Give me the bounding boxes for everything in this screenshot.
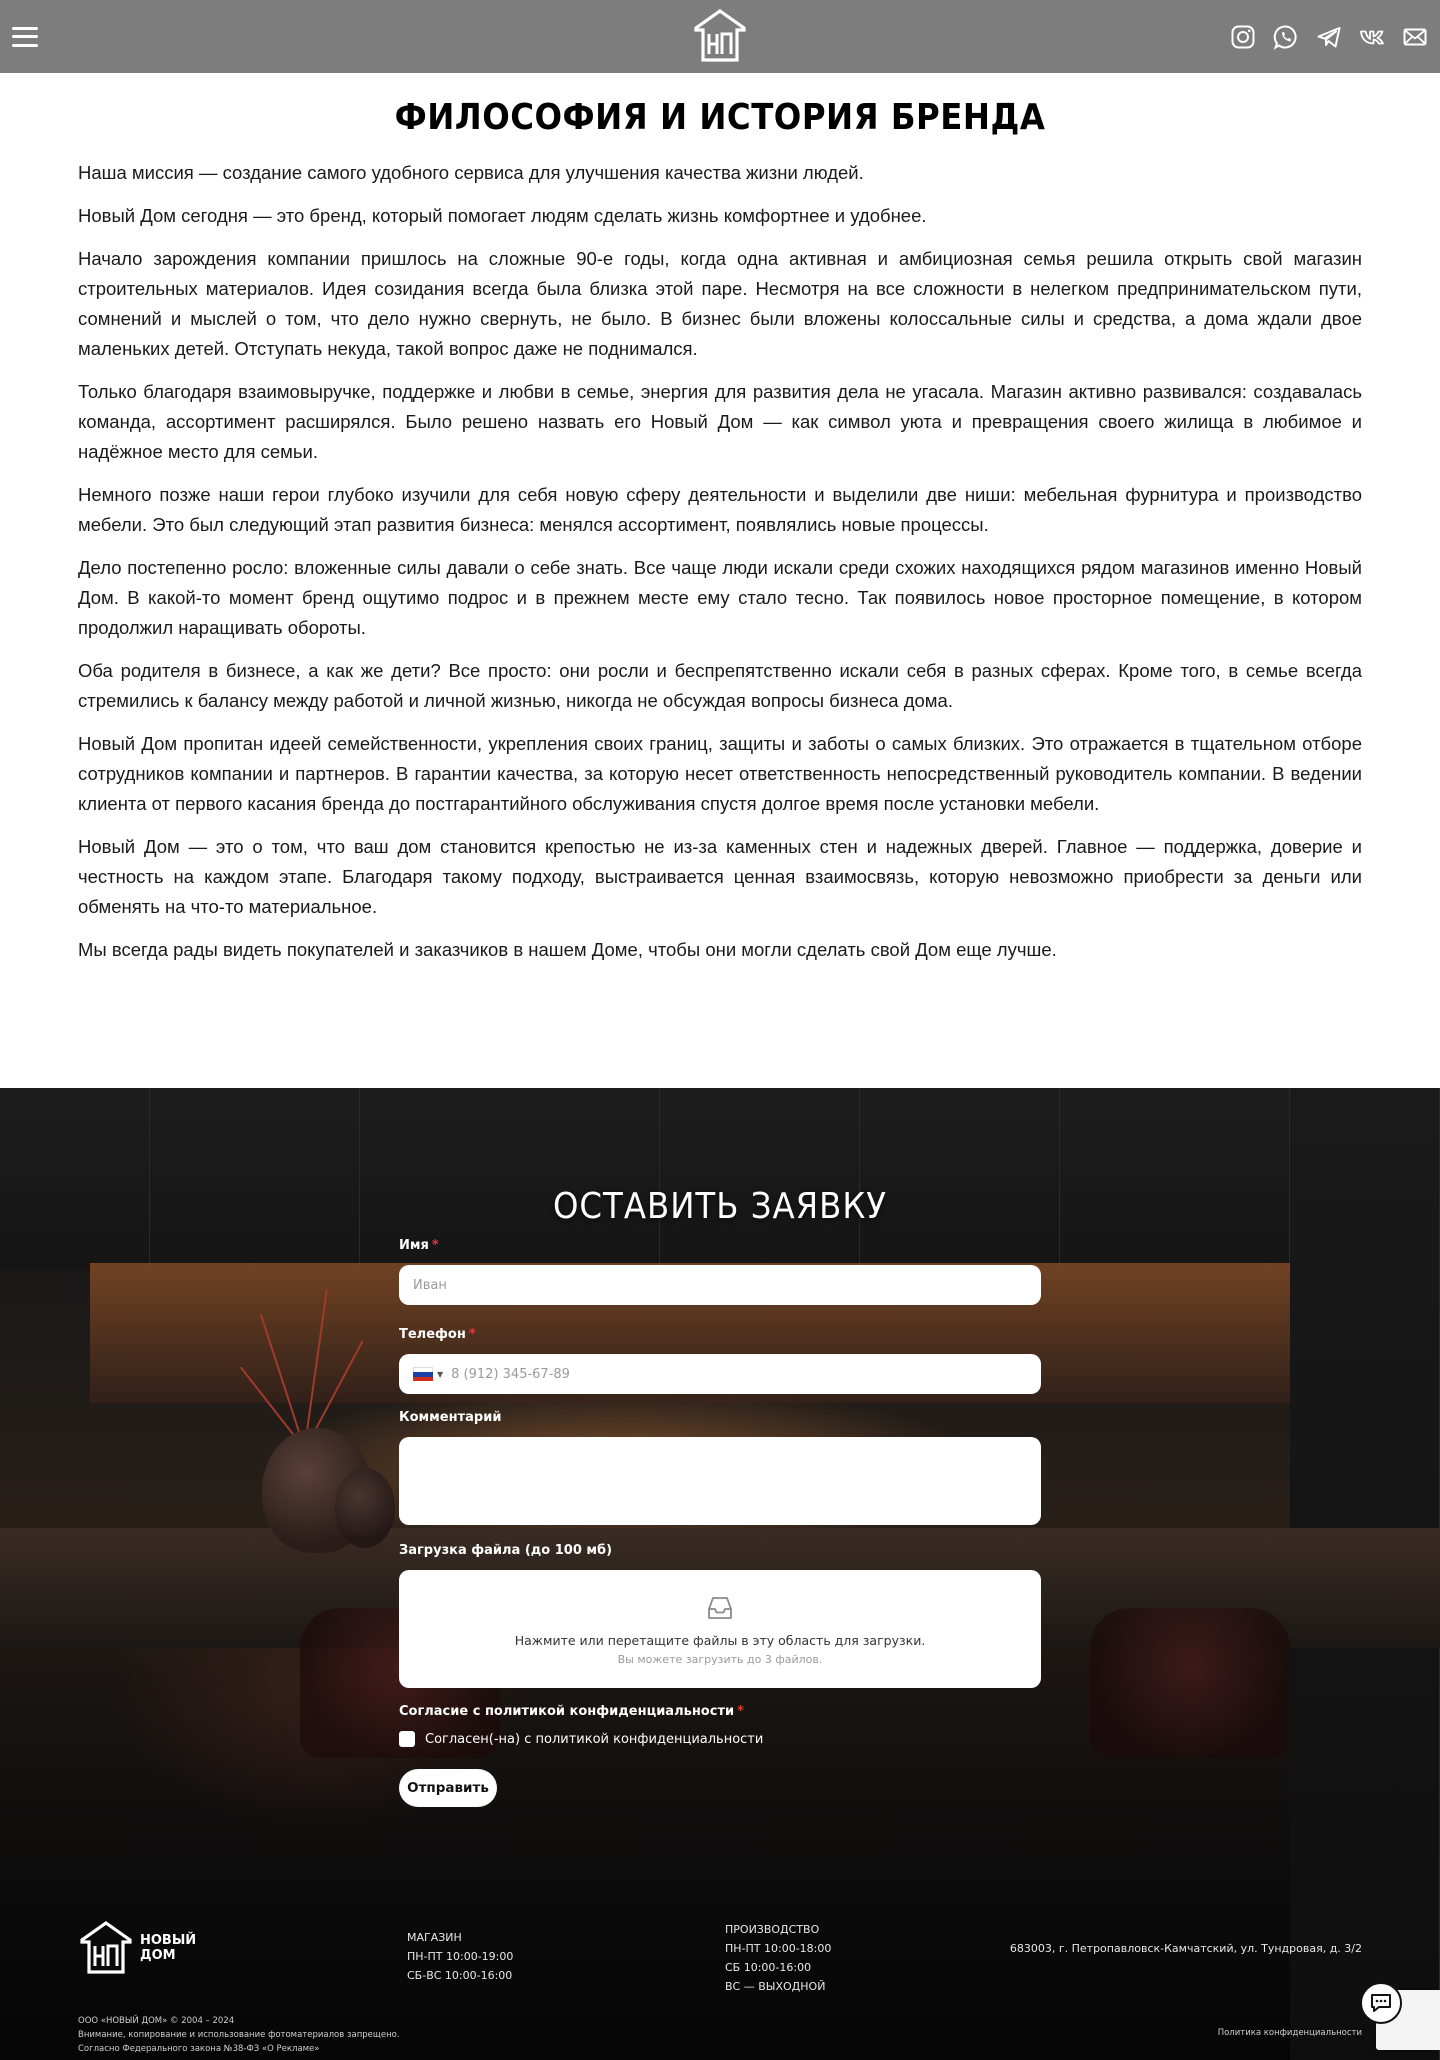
instagram-icon[interactable]	[1230, 24, 1256, 50]
consent-row	[399, 1731, 1041, 1747]
mail-icon[interactable]	[1402, 24, 1428, 50]
site-header	[0, 0, 1440, 73]
consent-checkbox-label[interactable]: Согласен(-на) с политикой конфиденциальности	[425, 1731, 764, 1747]
comment-textarea[interactable]	[399, 1437, 1041, 1525]
inbox-icon	[705, 1593, 735, 1623]
site-footer	[0, 1900, 1440, 2060]
hamburger-icon[interactable]	[12, 27, 38, 47]
phone-label: Телефон *	[399, 1327, 476, 1342]
comment-label: Комментарий	[399, 1410, 502, 1425]
name-label: Имя *	[399, 1238, 439, 1253]
chat-icon	[1369, 1991, 1393, 2015]
story-paragraph: Новый Дом — это о том, что ваш дом становится крепостью не из-за каменных стен и надежных дверей. Главное — поддержка, доверие и честность на каждом этапе. Благодаря такому подходу, выстраивается ценная взаимосвязь, которую невозможно приобрести за деньги или обменять на что-то материальное.	[78, 836, 1362, 917]
footer-brand-name: НОВЫЙ ДОМ	[140, 1933, 197, 1963]
phone-input[interactable]: ▼ 8 (912) 345-67-89	[399, 1354, 1041, 1394]
footer-legal: ООО «НОВЫЙ ДОМ» © 2004 – 2024 Внимание, копирование и использование фотоматериалов запрещено. Согласно Федерального закона №38-ФЗ «О Рекламе»	[78, 2016, 400, 2054]
vk-icon[interactable]	[1359, 24, 1385, 50]
footer-logo[interactable]	[78, 1920, 196, 1976]
upload-hint: Нажмите или перетащите файлы в эту область для загрузки.	[514, 1632, 926, 1648]
story-paragraph: Новый Дом пропитан идеей семейственности, укрепления своих границ, защиты и заботы о самых близких. Это отражается в тщательном отборе сотрудников компании и партнеров. В гарантии качества, за которую несет ответственность непосредственный руководитель компании. В ведении клиента от первого касания бренда до постгарантийного обслуживания спустя долгое время после установки мебели.	[78, 733, 1362, 814]
submit-button[interactable]: Отправить	[399, 1769, 497, 1807]
story-paragraph: Дело постепенно росло: вложенные силы давали о себе знать. Все чаще люди искали среди схожих находящихся рядом магазинов именно Новый Дом. В какой-то момент бренд ощутимо подрос и в прежнем месте ему стало тесно. Так появилось новое просторное помещение, в котором продолжил наращивать обороты.	[78, 557, 1362, 638]
footer-address: 683003, г. Петропавловск-Камчатский, ул. Тундровая, д. 3/2	[1009, 1942, 1362, 1955]
brand-story-section	[78, 73, 1362, 978]
privacy-policy-link[interactable]: Политика конфиденциальности	[1217, 2028, 1362, 2038]
russia-flag-icon[interactable]	[413, 1367, 433, 1381]
story-paragraph: Начало зарождения компании пришлось на сложные 90-е годы, когда одна активная и амбициозная семья решила открыть свой магазин строительных материалов. Идея созидания всегда была близка этой паре. Несмотря на все сложности в нелегком предпринимательском пути, сомнений и мыслей о том, что дело нужно свернуть, не было. В бизнес были вложены колоссальные силы и средства, а дома ждали двое маленьких детей. Отступать некуда, такой вопрос даже не поднимался.	[78, 248, 1362, 359]
brand-logo-icon	[78, 1920, 134, 1976]
chat-button[interactable]	[1360, 1982, 1402, 2024]
story-paragraph: Немного позже наши герои глубоко изучили для себя новую сферу деятельности и выделили две ниши: мебельная фурнитура и производство мебели. Это был следующий этап развития бизнеса: менялся ассортимент, появлялись новые процессы.	[78, 484, 1362, 535]
production-hours: ПРОИЗВОДСТВО ПН-ПТ 10:00-18:00 СБ 10:00-16:00 ВС — ВЫХОДНОЙ	[725, 1923, 832, 1993]
chevron-down-icon[interactable]: ▼	[437, 1369, 444, 1379]
consent-label: Согласие с политикой конфиденциальности *	[399, 1704, 744, 1719]
story-paragraph: Наша миссия — создание самого удобного сервиса для улучшения качества жизни людей.	[78, 162, 864, 183]
upload-label: Загрузка файла (до 100 мб)	[399, 1543, 613, 1558]
social-links	[1230, 24, 1428, 50]
page-title: ФИЛОСОФИЯ И ИСТОРИЯ БРЕНДА	[394, 97, 1046, 138]
name-input[interactable]: Иван	[399, 1265, 1041, 1305]
file-upload-dropzone[interactable]	[399, 1570, 1041, 1688]
consent-checkbox[interactable]	[399, 1731, 415, 1747]
telegram-icon[interactable]	[1316, 24, 1342, 50]
request-form	[399, 1238, 1041, 1807]
request-form-section	[0, 1088, 1440, 2060]
whatsapp-icon[interactable]	[1273, 24, 1299, 50]
brand-logo-icon[interactable]	[692, 8, 748, 64]
form-title: ОСТАВИТЬ ЗАЯВКУ	[552, 1186, 888, 1227]
story-paragraph: Новый Дом сегодня — это бренд, который помогает людям сделать жизнь комфортнее и удобнее.	[78, 205, 927, 226]
shop-hours: МАГАЗИН ПН-ПТ 10:00-19:00 СБ-ВС 10:00-16:00	[407, 1931, 514, 1982]
story-paragraph: Оба родителя в бизнесе, а как же дети? Все просто: они росли и беспрепятственно искали себя в разных сферах. Кроме того, в семье всегда стремились к балансу между работой и личной жизнью, никогда не обсуждая вопросы бизнеса дома.	[78, 660, 1362, 711]
story-paragraph: Мы всегда рады видеть покупателей и заказчиков в нашем Доме, чтобы они могли сделать свой Дом еще лучше.	[78, 939, 1057, 960]
upload-limit: Вы можете загрузить до 3 файлов.	[617, 1652, 823, 1666]
story-paragraph: Только благодаря взаимовыручке, поддержке и любви в семье, энергия для развития дела не угасала. Магазин активно развивался: создавалась команда, ассортимент расширялся. Было решено назвать его Новый Дом — как символ уюта и превращения своего жилища в любимое и надёжное место для семьи.	[78, 381, 1362, 462]
